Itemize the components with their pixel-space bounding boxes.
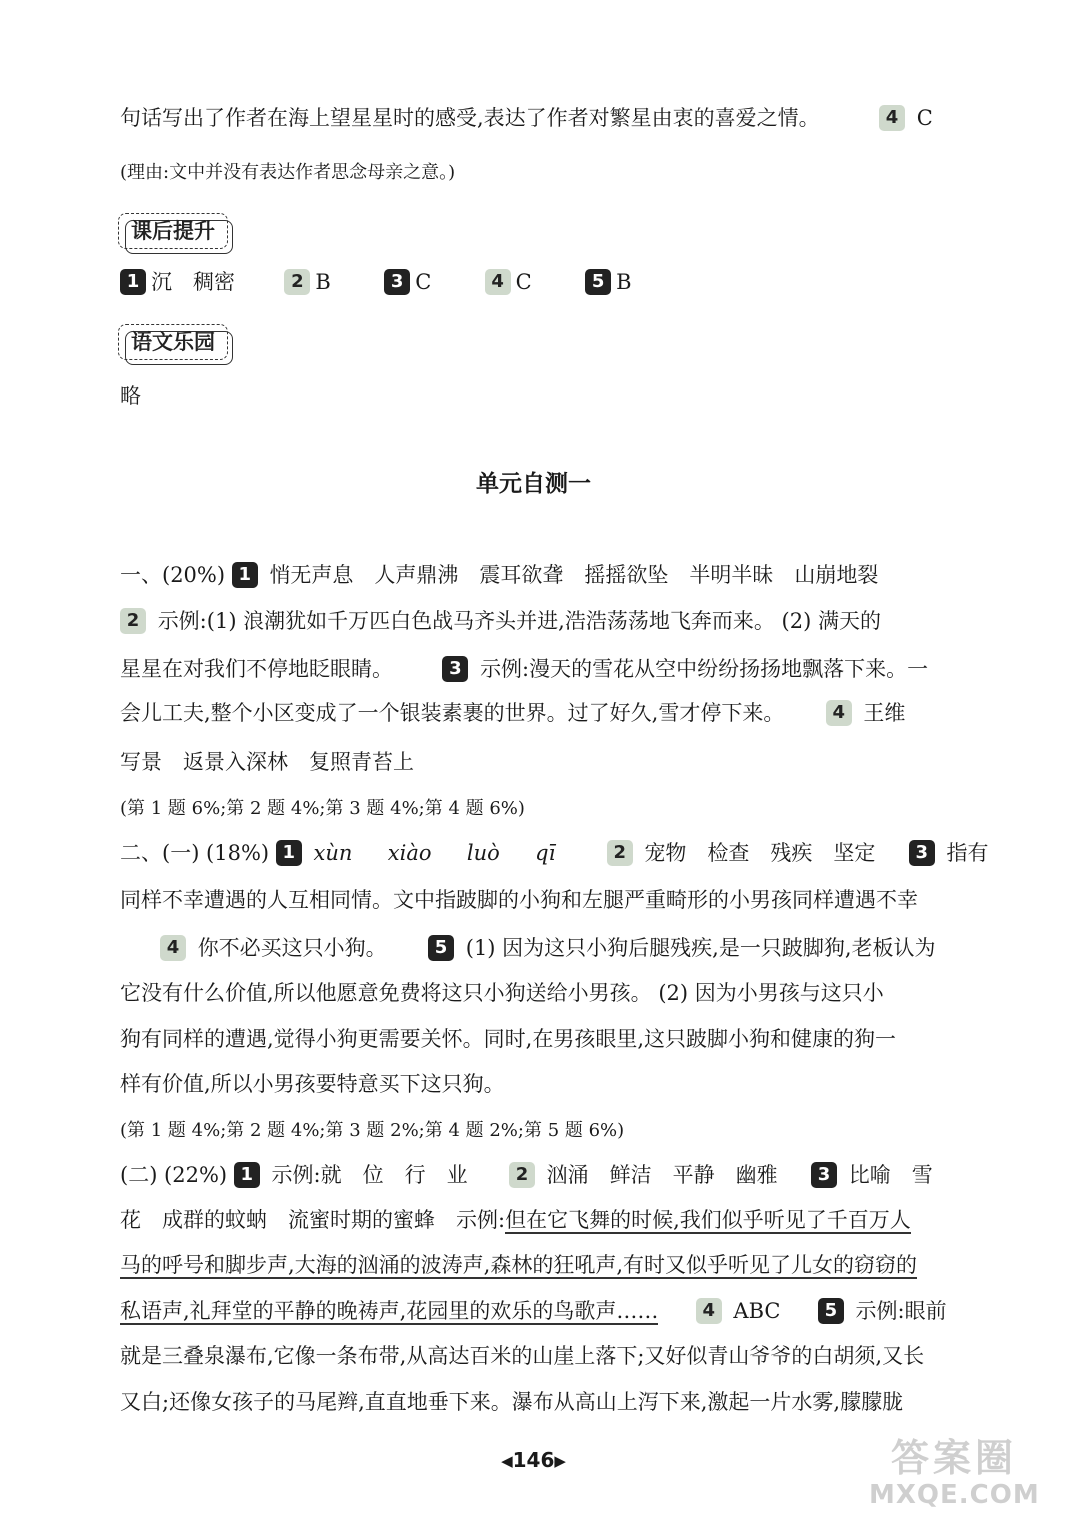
watermark-logo — [869, 1436, 1039, 1514]
question-number: 1 — [120, 269, 146, 295]
answer-text: 汹涌 鲜洁 平静 幽雅 — [546, 1163, 778, 1187]
pinyin: luò — [466, 841, 500, 865]
answer-text: 沉 稠密 — [151, 270, 235, 294]
answer-text: (理由:文中并没有表达作者思念母亲之意。) — [120, 162, 456, 183]
question-number: 4 — [160, 935, 186, 961]
underlined-quote: 私语声,礼拜堂的平静的晚祷声,花园里的欢乐的鸟歌声…… — [120, 1299, 659, 1323]
question-number: 3 — [811, 1162, 837, 1188]
question-number: 3 — [442, 656, 468, 682]
text-line — [120, 838, 988, 868]
question-number: 3 — [909, 840, 935, 866]
text-line — [120, 1296, 947, 1326]
text-line — [120, 698, 905, 728]
pinyin: qī — [535, 841, 556, 865]
question-number: 5 — [428, 935, 454, 961]
answer-text: 王维 — [863, 701, 906, 725]
answer-text: 就是三叠泉瀑布,它像一条布带,从高达百米的山崖上落下;又好似青山爷爷的白胡须,又长 — [120, 1344, 925, 1368]
answer-text: 同样不幸遭遇的人互相同情。文中指跛脚的小狗和左腿严重畸形的小男孩同样遭遇不幸 — [120, 888, 918, 912]
answer-text: 狗有同样的遭遇,觉得小狗更需要关怀。同时,在男孩眼里,这只跛脚小狗和健康的狗一 — [120, 1027, 897, 1051]
text-line — [120, 606, 881, 636]
section-prefix: 二、(一) (18%) — [120, 841, 270, 865]
question-number: 4 — [879, 105, 905, 131]
pinyin: xùn — [313, 841, 353, 865]
page-title: 单元自测一 — [476, 471, 591, 497]
answer-text: 你不必买这只小狗。 — [197, 936, 387, 960]
underlined-quote: 但在它飞舞的时候,我们似乎听见了千百万人 — [505, 1208, 911, 1232]
answer-text: 指有 — [946, 841, 989, 865]
section-prefix: (二) (22%) — [120, 1163, 228, 1187]
question-number: 2 — [509, 1162, 535, 1188]
answer-text: B — [315, 270, 331, 294]
left-arrow-icon: ◀ — [501, 1452, 513, 1470]
watermark-bottom: MXQE.COM — [869, 1480, 1040, 1510]
question-number: 4 — [696, 1298, 722, 1324]
answer-text: 样有价值,所以小男孩要特意买下这只狗。 — [120, 1072, 505, 1096]
question-number: 4 — [826, 700, 852, 726]
page-number-value: 146 — [512, 1448, 555, 1472]
section-tag-yuwen: 语文乐园 — [118, 324, 228, 360]
text-line — [160, 933, 936, 963]
section-prefix: 一、(20%) — [120, 563, 226, 587]
answer-text: 会儿工夫,整个小区变成了一个银装素裹的世界。过了好久,雪才停下来。 — [120, 701, 785, 725]
score-note: (第 1 题 4%;第 2 题 4%;第 3 题 2%;第 4 题 2%;第 5 题 6%) — [120, 1120, 625, 1141]
question-number: 1 — [234, 1162, 260, 1188]
answer-text: (1) 因为这只小狗后腿残疾,是一只跛脚狗,老板认为 — [465, 936, 936, 960]
answer-text: 宠物 检查 残疾 坚定 — [644, 841, 876, 865]
right-arrow-icon: ▶ — [554, 1452, 566, 1470]
text-line — [120, 654, 928, 684]
answer-text: C — [916, 106, 933, 130]
answer-text: B — [616, 270, 632, 294]
underlined-quote: 马的呼号和脚步声,大海的汹涌的波涛声,森林的狂吼声,有时又似乎听见了儿女的窃窃的 — [120, 1253, 918, 1277]
question-number: 1 — [232, 562, 258, 588]
answer-text: 示例:漫天的雪花从空中纷纷扬扬地飘落下来。一 — [480, 657, 929, 681]
section-tag-kehou: 课后提升 — [118, 213, 228, 249]
answer-text: 花 成群的蚊蚋 流蜜时期的蜜蜂 示例: — [120, 1208, 506, 1232]
answer-text: 又白;还像女孩子的马尾辫,直直地垂下来。瀑布从高山上泻下来,激起一片水雾,朦朦胧 — [120, 1390, 904, 1414]
text-line — [120, 158, 455, 188]
question-number: 5 — [818, 1298, 844, 1324]
question-number: 3 — [384, 269, 410, 295]
answer-text: 悄无声息 人声鼎沸 震耳欲聋 摇摇欲坠 半明半昧 山崩地裂 — [269, 563, 879, 587]
answer-text: 示例:眼前 — [855, 1299, 947, 1323]
score-note: (第 1 题 6%;第 2 题 4%;第 3 题 4%;第 4 题 6%) — [120, 798, 525, 819]
answer-text: ABC — [733, 1299, 781, 1323]
answer-text: 示例:(1) 浪潮犹如千万匹白色战马齐头并进,浩浩荡荡地飞奔而来。 (2) 满天的 — [157, 609, 881, 633]
text-line — [120, 560, 878, 590]
text-line — [120, 1160, 933, 1190]
answer-text: 星星在对我们不停地眨眼睛。 — [120, 657, 393, 681]
question-number: 4 — [485, 269, 511, 295]
answer-text: 比喻 雪 — [848, 1163, 933, 1187]
watermark-top: 答案圈 — [890, 1436, 1017, 1480]
question-number: 2 — [607, 840, 633, 866]
question-number: 5 — [585, 269, 611, 295]
answer-text: 它没有什么价值,所以他愿意免费将这只小狗送给小男孩。 (2) 因为小男孩与这只小 — [120, 981, 884, 1005]
question-number: 1 — [276, 840, 302, 866]
answer-text: 示例:就 位 行 业 — [271, 1163, 468, 1187]
text-line — [120, 103, 933, 133]
answer-text: 句话写出了作者在海上望星星时的感受,表达了作者对繁星由衷的喜爱之情。 — [120, 106, 820, 130]
answer-text: C — [415, 270, 432, 294]
answer-row — [120, 267, 632, 297]
question-number: 2 — [284, 269, 310, 295]
answer-text: 写景 返景入深林 复照青苔上 — [120, 750, 414, 774]
pinyin: xiào — [387, 841, 432, 865]
answer-text: 略 — [120, 384, 141, 408]
question-number: 2 — [120, 608, 146, 634]
answer-text: C — [515, 270, 532, 294]
underlined-quote — [120, 1250, 917, 1280]
text-line — [120, 1205, 911, 1235]
